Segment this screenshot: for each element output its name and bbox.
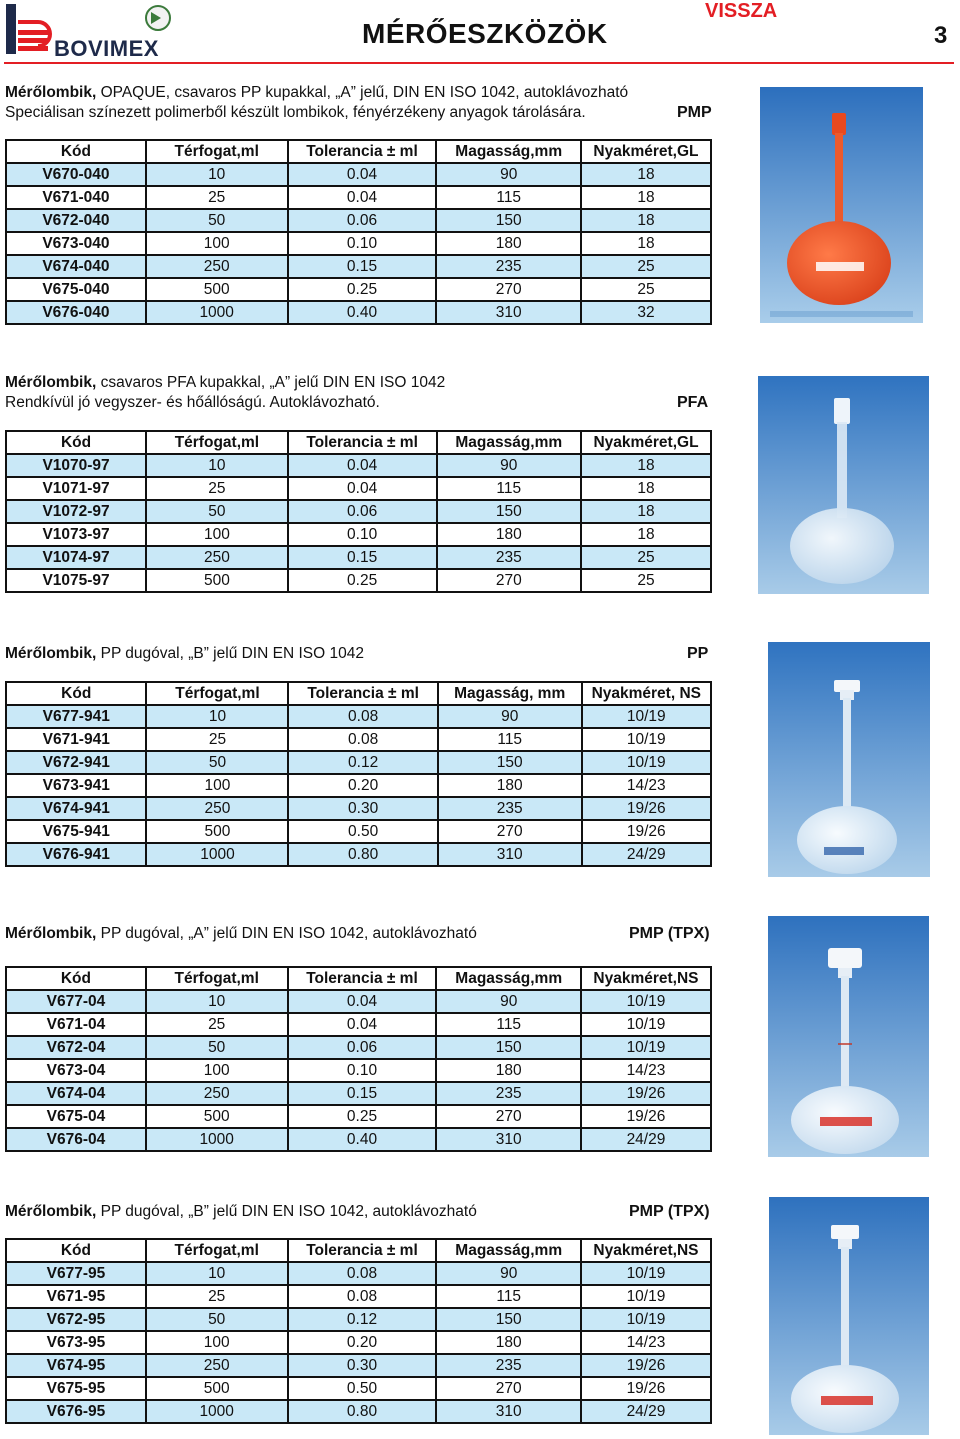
table-cell: 18	[581, 186, 711, 209]
table-cell: 235	[436, 1354, 580, 1377]
product-code-cell: V676-941	[6, 843, 146, 866]
table-cell: 0.20	[288, 774, 437, 797]
table-row	[6, 1036, 711, 1059]
table-cell: 19/26	[582, 797, 711, 820]
table-cell: 180	[436, 232, 580, 255]
table-row	[6, 820, 711, 843]
column-header: Térfogat,ml	[146, 967, 288, 990]
table-row	[6, 1059, 711, 1082]
table-cell: 18	[581, 523, 711, 546]
product-code-cell: V672-941	[6, 751, 146, 774]
table-cell: 250	[146, 1082, 288, 1105]
column-header: Kód	[6, 967, 146, 990]
table-cell: 250	[146, 1354, 288, 1377]
product-code-cell: V1074-97	[6, 546, 146, 569]
product-code-cell: V674-95	[6, 1354, 146, 1377]
table-header-row	[6, 967, 711, 990]
table-cell: 310	[438, 843, 582, 866]
section-title: Mérőlombik, PP dugóval, „B” jelű DIN EN ISO 1042, autoklávozható	[5, 1203, 477, 1220]
table-cell: 100	[146, 774, 288, 797]
table-header-row	[6, 1239, 711, 1262]
table-cell: 0.06	[288, 500, 437, 523]
table-cell: 25	[581, 569, 711, 592]
table-cell: 24/29	[582, 843, 711, 866]
product-table	[5, 139, 712, 325]
table-cell: 150	[436, 1036, 580, 1059]
table-cell: 0.25	[288, 569, 437, 592]
table-cell: 10/19	[582, 728, 711, 751]
table-cell: 250	[146, 255, 288, 278]
table-cell: 25	[146, 1285, 288, 1308]
table-cell: 235	[438, 797, 582, 820]
product-photo	[768, 642, 930, 877]
table-cell: 10/19	[581, 990, 711, 1013]
table-cell: 14/23	[582, 774, 711, 797]
section-title: Mérőlombik, PP dugóval, „A” jelű DIN EN ISO 1042, autoklávozható	[5, 925, 477, 942]
product-photo	[769, 1197, 929, 1435]
material-label: PFA	[677, 394, 709, 411]
product-code-cell: V672-95	[6, 1308, 146, 1331]
table-row	[6, 843, 711, 866]
table-cell: 180	[436, 1331, 580, 1354]
table-cell: 100	[146, 523, 288, 546]
column-header: Magasság, mm	[438, 682, 582, 705]
table-cell: 0.80	[288, 1400, 437, 1423]
product-code-cell: V677-941	[6, 705, 146, 728]
table-cell: 0.20	[288, 1331, 437, 1354]
table-row	[6, 751, 711, 774]
product-code-cell: V1075-97	[6, 569, 146, 592]
table-cell: 115	[436, 1285, 580, 1308]
table-row	[6, 569, 711, 592]
section-title: Mérőlombik, PP dugóval, „B” jelű DIN EN ISO 1042	[5, 645, 364, 662]
table-row	[6, 1400, 711, 1423]
product-code-cell: V671-941	[6, 728, 146, 751]
product-code-cell: V1072-97	[6, 500, 146, 523]
table-cell: 19/26	[581, 1082, 711, 1105]
table-cell: 0.30	[288, 1354, 437, 1377]
product-code-cell: V670-040	[6, 163, 146, 186]
table-cell: 1000	[146, 843, 288, 866]
product-table	[5, 966, 712, 1152]
product-code-cell: V674-040	[6, 255, 146, 278]
table-cell: 0.25	[288, 1105, 437, 1128]
product-table	[5, 430, 712, 593]
table-row	[6, 454, 711, 477]
section-subtitle: Rendkívül jó vegyszer- és hőállóságú. Autoklávozható.	[5, 394, 380, 411]
logo-text: BOVIMEX	[54, 36, 159, 61]
table-cell: 18	[581, 477, 711, 500]
column-header: Tolerancia ± ml	[288, 431, 437, 454]
product-code-cell: V675-040	[6, 278, 146, 301]
table-cell: 0.40	[288, 301, 437, 324]
table-cell: 0.04	[288, 163, 437, 186]
page-title: MÉRŐESZKÖZÖK	[362, 18, 608, 49]
product-code-cell: V677-95	[6, 1262, 146, 1285]
table-cell: 25	[581, 278, 711, 301]
table-cell: 19/26	[581, 1354, 711, 1377]
table-cell: 500	[146, 820, 288, 843]
table-cell: 0.06	[288, 1036, 437, 1059]
column-header: Nyakméret,NS	[581, 967, 711, 990]
table-cell: 250	[146, 797, 288, 820]
product-code-cell: V1071-97	[6, 477, 146, 500]
column-header: Nyakméret,GL	[581, 431, 711, 454]
product-code-cell: V672-04	[6, 1036, 146, 1059]
table-cell: 14/23	[581, 1059, 711, 1082]
table-cell: 50	[146, 751, 288, 774]
table-row	[6, 163, 711, 186]
table-row	[6, 1377, 711, 1400]
table-cell: 10	[146, 163, 288, 186]
table-row	[6, 990, 711, 1013]
table-cell: 270	[437, 569, 581, 592]
table-cell: 10	[146, 705, 288, 728]
table-cell: 90	[437, 454, 581, 477]
product-code-cell: V675-941	[6, 820, 146, 843]
table-cell: 270	[436, 1105, 580, 1128]
column-header: Térfogat,ml	[146, 431, 288, 454]
table-cell: 500	[146, 1377, 288, 1400]
table-cell: 90	[438, 705, 582, 728]
table-row	[6, 209, 711, 232]
column-header: Magasság,mm	[436, 140, 580, 163]
table-cell: 10/19	[581, 1036, 711, 1059]
material-label: PP	[687, 645, 709, 662]
table-cell: 0.06	[288, 209, 437, 232]
table-cell: 50	[146, 1036, 288, 1059]
product-table	[5, 681, 712, 867]
pmp-flask-red-label-photo-icon	[768, 916, 929, 1157]
table-header-row	[6, 140, 711, 163]
column-header: Nyakméret, NS	[582, 682, 711, 705]
table-row	[6, 255, 711, 278]
table-cell: 1000	[146, 1128, 288, 1151]
table-cell: 18	[581, 454, 711, 477]
product-code-cell: V1070-97	[6, 454, 146, 477]
table-cell: 115	[437, 477, 581, 500]
table-cell: 10	[146, 454, 288, 477]
column-header: Tolerancia ± ml	[288, 140, 437, 163]
column-header: Magasság,mm	[436, 1239, 580, 1262]
table-cell: 310	[436, 1128, 580, 1151]
product-code-cell: V675-95	[6, 1377, 146, 1400]
product-table	[5, 1238, 712, 1424]
table-cell: 1000	[146, 301, 288, 324]
table-cell: 50	[146, 209, 288, 232]
table-cell: 19/26	[581, 1377, 711, 1400]
table-cell: 0.50	[288, 820, 437, 843]
table-cell: 25	[581, 255, 711, 278]
material-label: PMP (TPX)	[629, 925, 710, 942]
table-cell: 10	[146, 990, 288, 1013]
column-header: Magasság,mm	[437, 431, 581, 454]
table-cell: 115	[436, 186, 580, 209]
table-cell: 25	[146, 728, 288, 751]
table-row	[6, 1331, 711, 1354]
table-cell: 0.12	[288, 1308, 437, 1331]
table-row	[6, 1354, 711, 1377]
table-cell: 10/19	[582, 705, 711, 728]
table-cell: 50	[146, 500, 288, 523]
table-cell: 10/19	[581, 1013, 711, 1036]
table-cell: 180	[438, 774, 582, 797]
product-code-cell: V675-04	[6, 1105, 146, 1128]
table-cell: 235	[437, 546, 581, 569]
table-cell: 25	[146, 477, 288, 500]
table-cell: 0.25	[288, 278, 437, 301]
table-cell: 24/29	[581, 1400, 711, 1423]
table-cell: 19/26	[582, 820, 711, 843]
table-cell: 0.50	[288, 1377, 437, 1400]
table-row	[6, 1262, 711, 1285]
product-code-cell: V671-040	[6, 186, 146, 209]
column-header: Tolerancia ± ml	[288, 1239, 437, 1262]
table-cell: 270	[436, 1377, 580, 1400]
table-cell: 0.08	[288, 1262, 437, 1285]
table-cell: 14/23	[581, 1331, 711, 1354]
column-header: Kód	[6, 1239, 146, 1262]
page-number: 3	[934, 22, 948, 49]
table-cell: 0.10	[288, 232, 437, 255]
table-cell: 500	[146, 1105, 288, 1128]
table-row	[6, 278, 711, 301]
table-cell: 0.08	[288, 1285, 437, 1308]
table-cell: 0.08	[288, 705, 437, 728]
pmp-flask-red-label-photo-icon	[769, 1197, 929, 1435]
column-header: Térfogat,ml	[146, 140, 288, 163]
table-cell: 0.10	[288, 523, 437, 546]
product-code-cell: V676-040	[6, 301, 146, 324]
table-cell: 18	[581, 500, 711, 523]
column-header: Nyakméret,NS	[581, 1239, 711, 1262]
table-cell: 0.80	[288, 843, 437, 866]
table-cell: 25	[146, 1013, 288, 1036]
table-cell: 100	[146, 232, 288, 255]
column-header: Magasság,mm	[436, 967, 580, 990]
table-cell: 18	[581, 163, 711, 186]
table-header-row	[6, 682, 711, 705]
table-cell: 180	[437, 523, 581, 546]
column-header: Tolerancia ± ml	[288, 967, 437, 990]
table-cell: 0.12	[288, 751, 437, 774]
section-title: Mérőlombik, OPAQUE, csavaros PP kupakkal, „A” jelű, DIN EN ISO 1042, autoklávozható	[5, 84, 629, 101]
table-cell: 25	[581, 546, 711, 569]
table-row	[6, 705, 711, 728]
table-row	[6, 500, 711, 523]
table-cell: 270	[438, 820, 582, 843]
table-cell: 90	[436, 163, 580, 186]
table-row	[6, 301, 711, 324]
material-label: PMP (TPX)	[629, 1203, 710, 1220]
product-code-cell: V1073-97	[6, 523, 146, 546]
table-row	[6, 1285, 711, 1308]
table-cell: 180	[436, 1059, 580, 1082]
product-photo	[768, 916, 929, 1157]
table-cell: 18	[581, 209, 711, 232]
table-cell: 0.15	[288, 255, 437, 278]
product-code-cell: V673-941	[6, 774, 146, 797]
table-cell: 0.15	[288, 546, 437, 569]
table-cell: 90	[436, 990, 580, 1013]
material-label: PMP	[677, 104, 712, 121]
product-photo	[760, 87, 923, 323]
table-cell: 500	[146, 569, 288, 592]
table-cell: 18	[581, 232, 711, 255]
bovimex-logo	[6, 4, 176, 61]
column-header: Kód	[6, 431, 146, 454]
table-cell: 50	[146, 1308, 288, 1331]
table-cell: 10/19	[581, 1285, 711, 1308]
table-row	[6, 546, 711, 569]
product-code-cell: V676-95	[6, 1400, 146, 1423]
table-cell: 10/19	[582, 751, 711, 774]
table-cell: 0.30	[288, 797, 437, 820]
table-cell: 100	[146, 1059, 288, 1082]
table-row	[6, 232, 711, 255]
table-row	[6, 1082, 711, 1105]
table-cell: 115	[438, 728, 582, 751]
table-cell: 235	[436, 255, 580, 278]
table-cell: 500	[146, 278, 288, 301]
table-cell: 150	[437, 500, 581, 523]
table-cell: 0.04	[288, 477, 437, 500]
product-code-cell: V672-040	[6, 209, 146, 232]
product-photo	[758, 376, 929, 594]
table-row	[6, 797, 711, 820]
table-cell: 24/29	[581, 1128, 711, 1151]
product-code-cell: V677-04	[6, 990, 146, 1013]
table-cell: 0.40	[288, 1128, 437, 1151]
column-header: Kód	[6, 140, 146, 163]
table-row	[6, 774, 711, 797]
product-code-cell: V674-04	[6, 1082, 146, 1105]
table-cell: 10/19	[581, 1308, 711, 1331]
table-cell: 1000	[146, 1400, 288, 1423]
table-cell: 250	[146, 546, 288, 569]
back-link[interactable]: VISSZA	[705, 0, 778, 22]
table-cell: 0.04	[288, 454, 437, 477]
table-row	[6, 186, 711, 209]
table-cell: 90	[436, 1262, 580, 1285]
page-header	[0, 0, 960, 66]
table-cell: 0.04	[288, 1013, 437, 1036]
table-cell: 0.08	[288, 728, 437, 751]
column-header: Tolerancia ± ml	[288, 682, 437, 705]
table-cell: 0.04	[288, 186, 437, 209]
section-subtitle: Speciálisan színezett polimerből készült lombikok, fényérzékeny anyagok tárolására.	[5, 104, 586, 121]
table-cell: 0.04	[288, 990, 437, 1013]
section-title: Mérőlombik, csavaros PFA kupakkal, „A” jelű DIN EN ISO 1042	[5, 374, 446, 391]
product-code-cell: V671-04	[6, 1013, 146, 1036]
table-cell: 10/19	[581, 1262, 711, 1285]
table-header-row	[6, 431, 711, 454]
header-divider	[4, 62, 954, 64]
product-code-cell: V671-95	[6, 1285, 146, 1308]
table-row	[6, 1128, 711, 1151]
table-cell: 310	[436, 301, 580, 324]
table-cell: 0.10	[288, 1059, 437, 1082]
table-cell: 270	[436, 278, 580, 301]
table-cell: 19/26	[581, 1105, 711, 1128]
product-code-cell: V673-040	[6, 232, 146, 255]
table-cell: 0.15	[288, 1082, 437, 1105]
product-code-cell: V673-95	[6, 1331, 146, 1354]
product-code-cell: V674-941	[6, 797, 146, 820]
table-row	[6, 523, 711, 546]
table-cell: 150	[436, 1308, 580, 1331]
table-row	[6, 728, 711, 751]
column-header: Kód	[6, 682, 146, 705]
translucent-flask-photo-icon	[758, 376, 929, 594]
product-code-cell: V673-04	[6, 1059, 146, 1082]
table-cell: 235	[436, 1082, 580, 1105]
table-cell: 100	[146, 1331, 288, 1354]
table-row	[6, 1308, 711, 1331]
column-header: Térfogat,ml	[146, 682, 288, 705]
table-cell: 150	[438, 751, 582, 774]
table-cell: 10	[146, 1262, 288, 1285]
table-row	[6, 1013, 711, 1036]
table-cell: 310	[436, 1400, 580, 1423]
table-cell: 115	[436, 1013, 580, 1036]
pp-flask-blue-label-photo-icon	[768, 642, 930, 877]
table-cell: 150	[436, 209, 580, 232]
table-cell: 32	[581, 301, 711, 324]
orange-volumetric-flask-photo-icon	[760, 87, 923, 323]
column-header: Térfogat,ml	[146, 1239, 288, 1262]
table-row	[6, 477, 711, 500]
table-cell: 25	[146, 186, 288, 209]
table-row	[6, 1105, 711, 1128]
product-code-cell: V676-04	[6, 1128, 146, 1151]
column-header: Nyakméret,GL	[581, 140, 711, 163]
